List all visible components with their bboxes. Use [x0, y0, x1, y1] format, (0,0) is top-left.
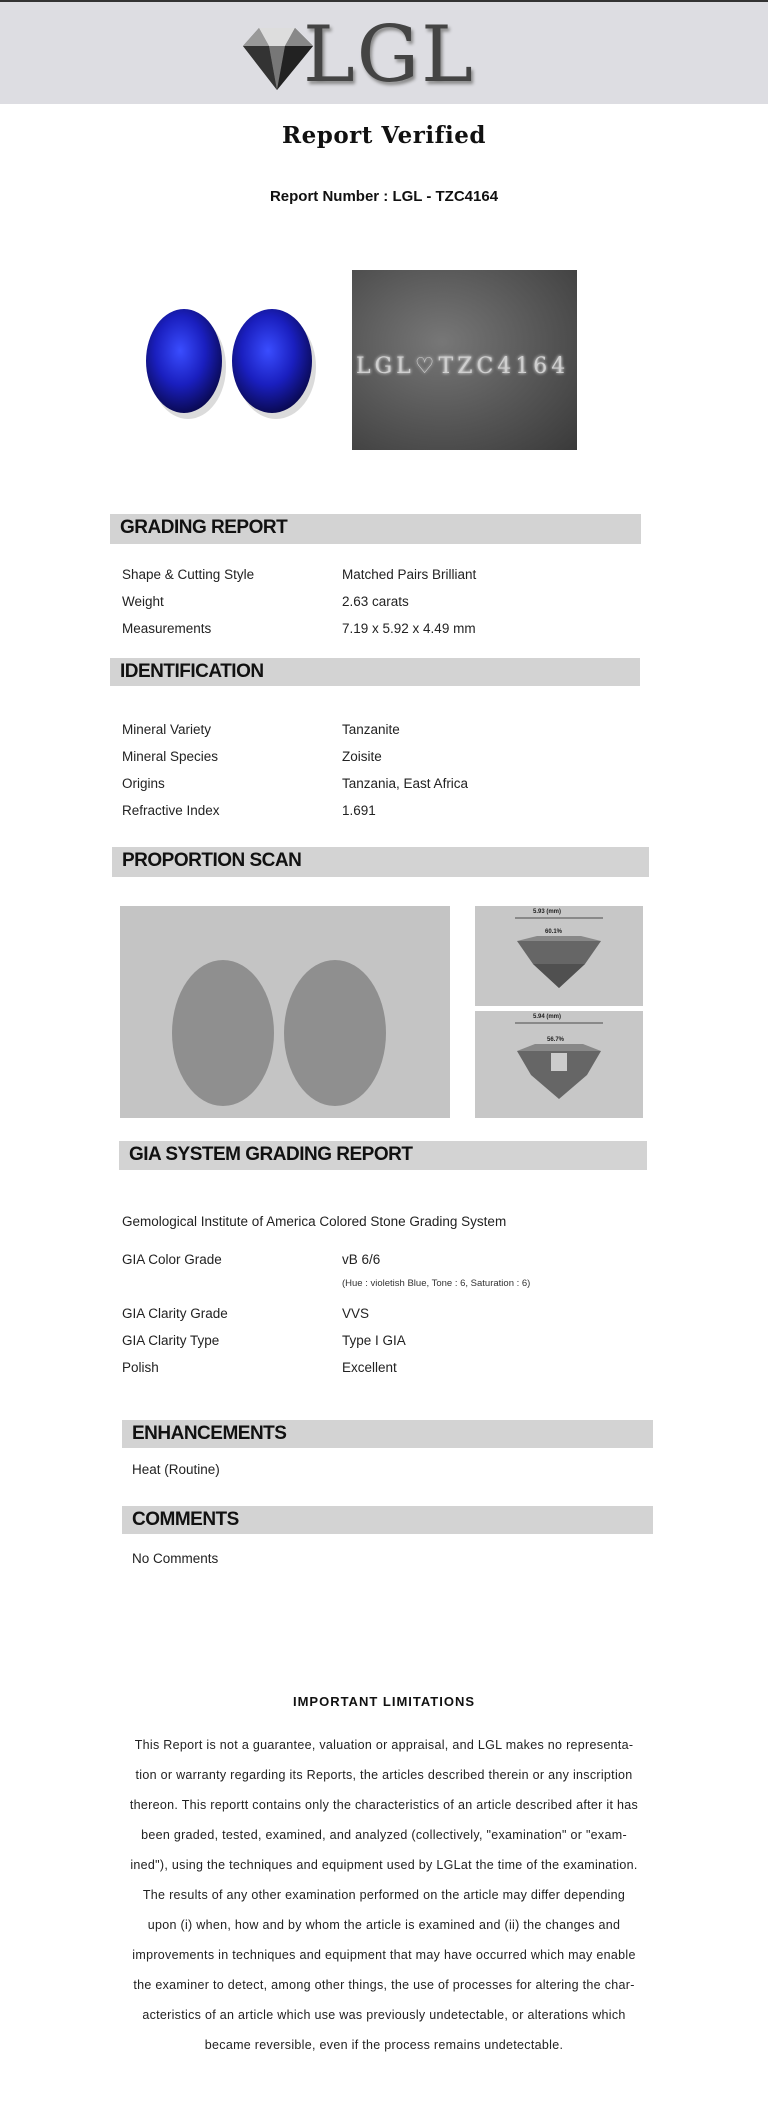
- profile-long-dimension: 5.93 (mm): [533, 909, 562, 915]
- gia-report-header: [119, 1141, 647, 1170]
- limitations-line: The results of any other examination performed on the article may differ depending: [142, 1888, 626, 1902]
- profile-long-table-pct: 60.1%: [545, 929, 563, 935]
- limitations-line: upon (i) when, how and by whom the article is examined and (ii) the changes and: [147, 1918, 621, 1932]
- origins-value: Tanzania, East Africa: [342, 776, 469, 791]
- measurements-label: Measurements: [122, 621, 212, 636]
- right-oval-outline: [284, 960, 386, 1106]
- proportion-scan-top-view: [120, 906, 450, 1118]
- limitations-line: tion or warranty regarding its Reports, the articles described therein or any inscription: [135, 1768, 633, 1782]
- gia-clarity-grade-value: VVS: [342, 1306, 370, 1321]
- proportion-scan-title: PROPORTION SCAN: [122, 850, 302, 871]
- mineral-species-value: Zoisite: [342, 749, 382, 764]
- left-oval-outline: [172, 960, 274, 1106]
- enhancements-title: ENHANCEMENTS: [132, 1423, 287, 1444]
- gia-color-grade-label: GIA Color Grade: [122, 1252, 222, 1267]
- gia-color-grade-value: vB 6/6: [342, 1252, 381, 1267]
- report-number: Report Number : LGL - TZC4164: [269, 188, 499, 205]
- limitations-line: ined"), using the techniques and equipment used by LGLat the time of the examination.: [130, 1858, 638, 1872]
- origins-label: Origins: [122, 776, 165, 791]
- enhancements-header: [122, 1420, 653, 1448]
- proportion-scan-header: [112, 847, 649, 877]
- limitations-title: IMPORTANT LIMITATIONS: [292, 1694, 476, 1709]
- identification-title: IDENTIFICATION: [120, 661, 264, 682]
- logo-text: LGL: [303, 10, 475, 100]
- shape-label: Shape & Cutting Style: [122, 567, 255, 582]
- limitations-line: thereon. This reportt contains only the characteristics of an article described after it has: [129, 1798, 639, 1812]
- gia-clarity-grade-label: GIA Clarity Grade: [122, 1306, 228, 1321]
- limitations-line: became reversible, even if the process remains undetectable.: [204, 2038, 564, 2052]
- profile-short-table-pct: 56.7%: [547, 1037, 565, 1043]
- polish-value: Excellent: [342, 1360, 397, 1375]
- grading-report-header: [110, 514, 641, 544]
- limitations-line: This Report is not a guarantee, valuation or appraisal, and LGL makes no representa-: [134, 1738, 634, 1752]
- weight-label: Weight: [122, 594, 164, 609]
- proportion-profile-short: [475, 1011, 643, 1118]
- grading-report-title: GRADING REPORT: [120, 517, 288, 538]
- limitations-line: improvements in techniques and equipment that may have occurred which may enable: [132, 1948, 636, 1962]
- weight-value: 2.63 carats: [342, 594, 409, 609]
- gia-color-note: (Hue : violetish Blue, Tone : 6, Saturation : 6): [342, 1278, 531, 1289]
- gia-clarity-type-value: Type I GIA: [342, 1333, 406, 1348]
- mineral-species-label: Mineral Species: [122, 749, 219, 764]
- shape-value: Matched Pairs Brilliant: [342, 567, 477, 582]
- header-banner: [0, 2, 768, 104]
- refractive-index-value: 1.691: [342, 803, 376, 818]
- inscription-text: LGL♡TZC4164: [356, 354, 570, 379]
- limitations-line: acteristics of an article which use was previously undetectable, or alterations which: [142, 2008, 626, 2022]
- gemstone-photo: [134, 272, 326, 458]
- mineral-variety-label: Mineral Variety: [122, 722, 212, 737]
- gia-intro-text: Gemological Institute of America Colored Stone Grading System: [122, 1214, 507, 1229]
- comments-title: COMMENTS: [132, 1509, 239, 1530]
- gia-report-title: GIA SYSTEM GRADING REPORT: [129, 1144, 413, 1165]
- mineral-variety-value: Tanzanite: [342, 722, 400, 737]
- identification-header: [110, 658, 640, 686]
- comments-header: [122, 1506, 653, 1534]
- proportion-profile-long: [475, 906, 643, 1006]
- report-title: Report Verified: [282, 122, 486, 149]
- gia-clarity-type-label: GIA Clarity Type: [122, 1333, 220, 1348]
- laser-inscription-photo: [352, 270, 577, 450]
- lgl-logo[interactable]: [233, 10, 493, 100]
- comments-value: No Comments: [132, 1551, 219, 1566]
- polish-label: Polish: [122, 1360, 159, 1375]
- refractive-index-label: Refractive Index: [122, 803, 220, 818]
- limitations-line: the examiner to detect, among other things, the use of processes for altering the char-: [133, 1978, 635, 1992]
- profile-short-dimension: 5.94 (mm): [533, 1014, 562, 1020]
- enhancements-value: Heat (Routine): [132, 1462, 220, 1477]
- measurements-value: 7.19 x 5.92 x 4.49 mm: [342, 621, 476, 636]
- limitations-line: been graded, tested, examined, and analyzed (collectively, "examination" or "exam-: [141, 1828, 627, 1842]
